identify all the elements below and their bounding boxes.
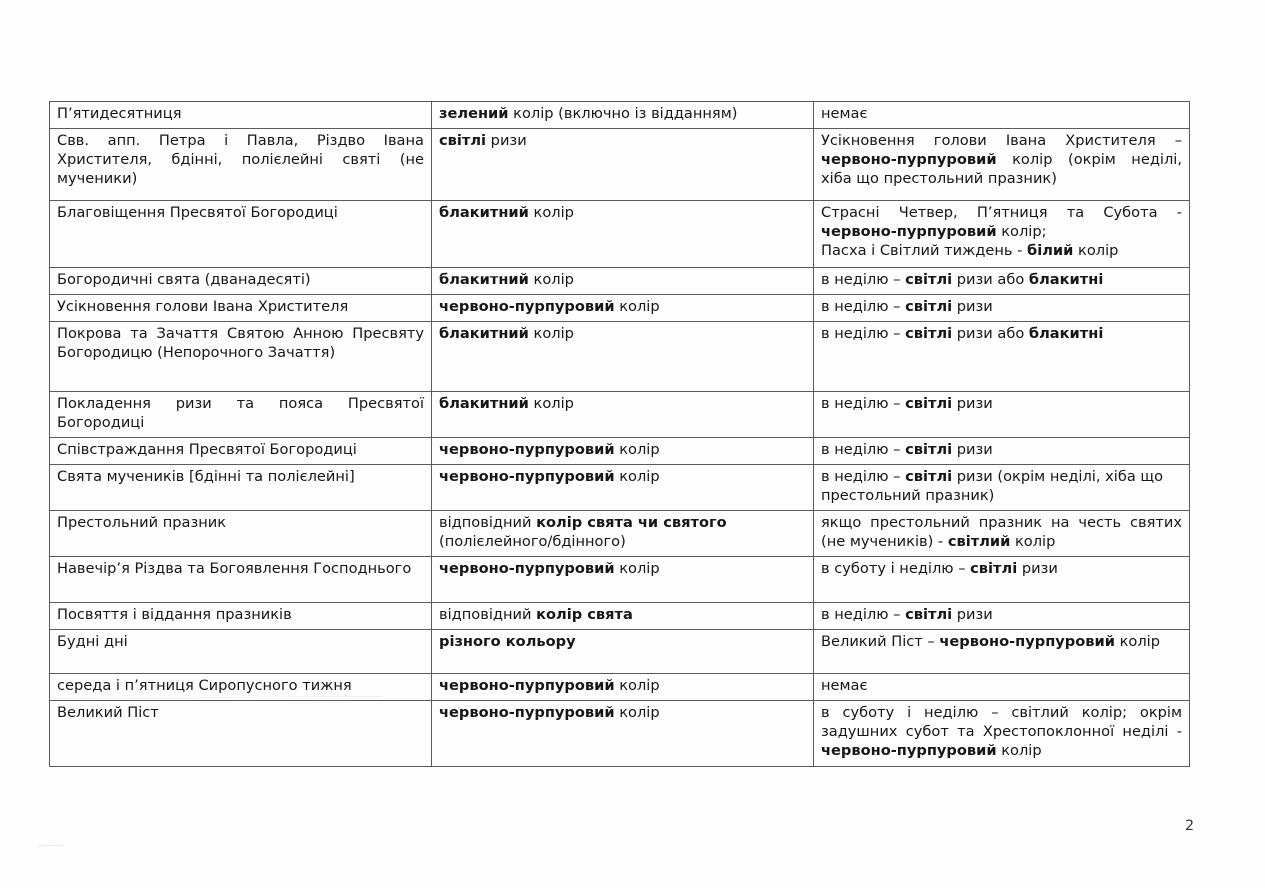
cell-occasion: Богородичні свята (дванадесяті) xyxy=(50,267,432,294)
cell-occasion: Усікновення голови Івана Христителя xyxy=(50,294,432,321)
cell-exception-note: немає xyxy=(814,673,1190,700)
cell-vestment-color: червоно-пурпуровий колір xyxy=(432,673,814,700)
cell-exception-note: Страсні Четвер, П’ятниця та Субота - червоно-пурпуровий колір; Пасха і Світлий тиждень - білий колір xyxy=(814,200,1190,267)
table-row xyxy=(50,700,1190,766)
table-body xyxy=(50,102,1190,767)
cell-vestment-color: відповідний колір свята чи святого (полієлейного/бдінного) xyxy=(432,510,814,556)
cell-vestment-color: різного кольору xyxy=(432,629,814,673)
cell-occasion: Покладення ризи та пояса Пресвятої Богородиці xyxy=(50,391,432,437)
cell-occasion: Свв. апп. Петра і Павла, Різдво Івана Христителя, бдінні, полієлейні святі (не мученики) xyxy=(50,128,432,200)
cell-occasion: Великий Піст xyxy=(50,700,432,766)
table-row xyxy=(50,629,1190,673)
table-row xyxy=(50,510,1190,556)
cell-occasion: Покрова та Зачаття Святою Анною Пресвяту Богородицю (Непорочного Зачаття) xyxy=(50,321,432,391)
cell-exception-note: в неділю – світлі ризи або блакитні xyxy=(814,267,1190,294)
cell-exception-note: в неділю – світлі ризи xyxy=(814,602,1190,629)
cell-exception-note: Усікновення голови Івана Христителя – червоно-пурпуровий колір (окрім неділі, хіба що престольний празник) xyxy=(814,128,1190,200)
cell-exception-note: немає xyxy=(814,102,1190,129)
table-row xyxy=(50,464,1190,510)
table-row xyxy=(50,556,1190,602)
cell-occasion: Престольний празник xyxy=(50,510,432,556)
scan-artifact xyxy=(38,845,64,847)
cell-occasion: Посвяття і віддання празників xyxy=(50,602,432,629)
table-row xyxy=(50,321,1190,391)
table-row xyxy=(50,437,1190,464)
table-row xyxy=(50,294,1190,321)
cell-vestment-color: блакитний колір xyxy=(432,267,814,294)
cell-vestment-color: блакитний колір xyxy=(432,321,814,391)
vestment-colors-table xyxy=(49,101,1190,767)
table-row xyxy=(50,102,1190,129)
cell-vestment-color: червоно-пурпуровий колір xyxy=(432,556,814,602)
table-row xyxy=(50,391,1190,437)
cell-vestment-color: відповідний колір свята xyxy=(432,602,814,629)
cell-vestment-color: червоно-пурпуровий колір xyxy=(432,700,814,766)
cell-exception-note: в суботу і неділю – світлий колір; окрім задушних субот та Хрестопоклонної неділі - червоно-пурпуровий колір xyxy=(814,700,1190,766)
cell-occasion: Навечір’я Різдва та Богоявлення Господнього xyxy=(50,556,432,602)
cell-exception-note: в суботу і неділю – світлі ризи xyxy=(814,556,1190,602)
cell-exception-note: в неділю – світлі ризи xyxy=(814,437,1190,464)
scan-artifact xyxy=(437,276,507,277)
cell-occasion: Свята мучеників [бдінні та полієлейні] xyxy=(50,464,432,510)
cell-exception-note: в неділю – світлі ризи xyxy=(814,294,1190,321)
cell-exception-note: в неділю – світлі ризи (окрім неділі, хіба що престольний празник) xyxy=(814,464,1190,510)
cell-occasion: середа і п’ятниця Сиропусного тижня xyxy=(50,673,432,700)
cell-vestment-color: червоно-пурпуровий колір xyxy=(432,294,814,321)
cell-occasion: Співстраждання Пресвятої Богородиці xyxy=(50,437,432,464)
cell-vestment-color: червоно-пурпуровий колір xyxy=(432,437,814,464)
cell-exception-note: якщо престольний празник на честь святих (не мучеників) - світлий колір xyxy=(814,510,1190,556)
page-number: 2 xyxy=(1185,818,1194,834)
cell-occasion: Благовіщення Пресвятої Богородиці xyxy=(50,200,432,267)
cell-exception-note: Великий Піст – червоно-пурпуровий колір xyxy=(814,629,1190,673)
cell-vestment-color: світлі ризи xyxy=(432,128,814,200)
cell-occasion: П’ятидесятниця xyxy=(50,102,432,129)
cell-occasion: Будні дні xyxy=(50,629,432,673)
cell-vestment-color: блакитний колір xyxy=(432,200,814,267)
cell-vestment-color: зелений колір (включно із відданням) xyxy=(432,102,814,129)
table-row xyxy=(50,602,1190,629)
table-row xyxy=(50,267,1190,294)
table-row xyxy=(50,128,1190,200)
table-row xyxy=(50,200,1190,267)
cell-vestment-color: червоно-пурпуровий колір xyxy=(432,464,814,510)
cell-exception-note: в неділю – світлі ризи або блакитні xyxy=(814,321,1190,391)
cell-exception-note: в неділю – світлі ризи xyxy=(814,391,1190,437)
cell-vestment-color: блакитний колір xyxy=(432,391,814,437)
